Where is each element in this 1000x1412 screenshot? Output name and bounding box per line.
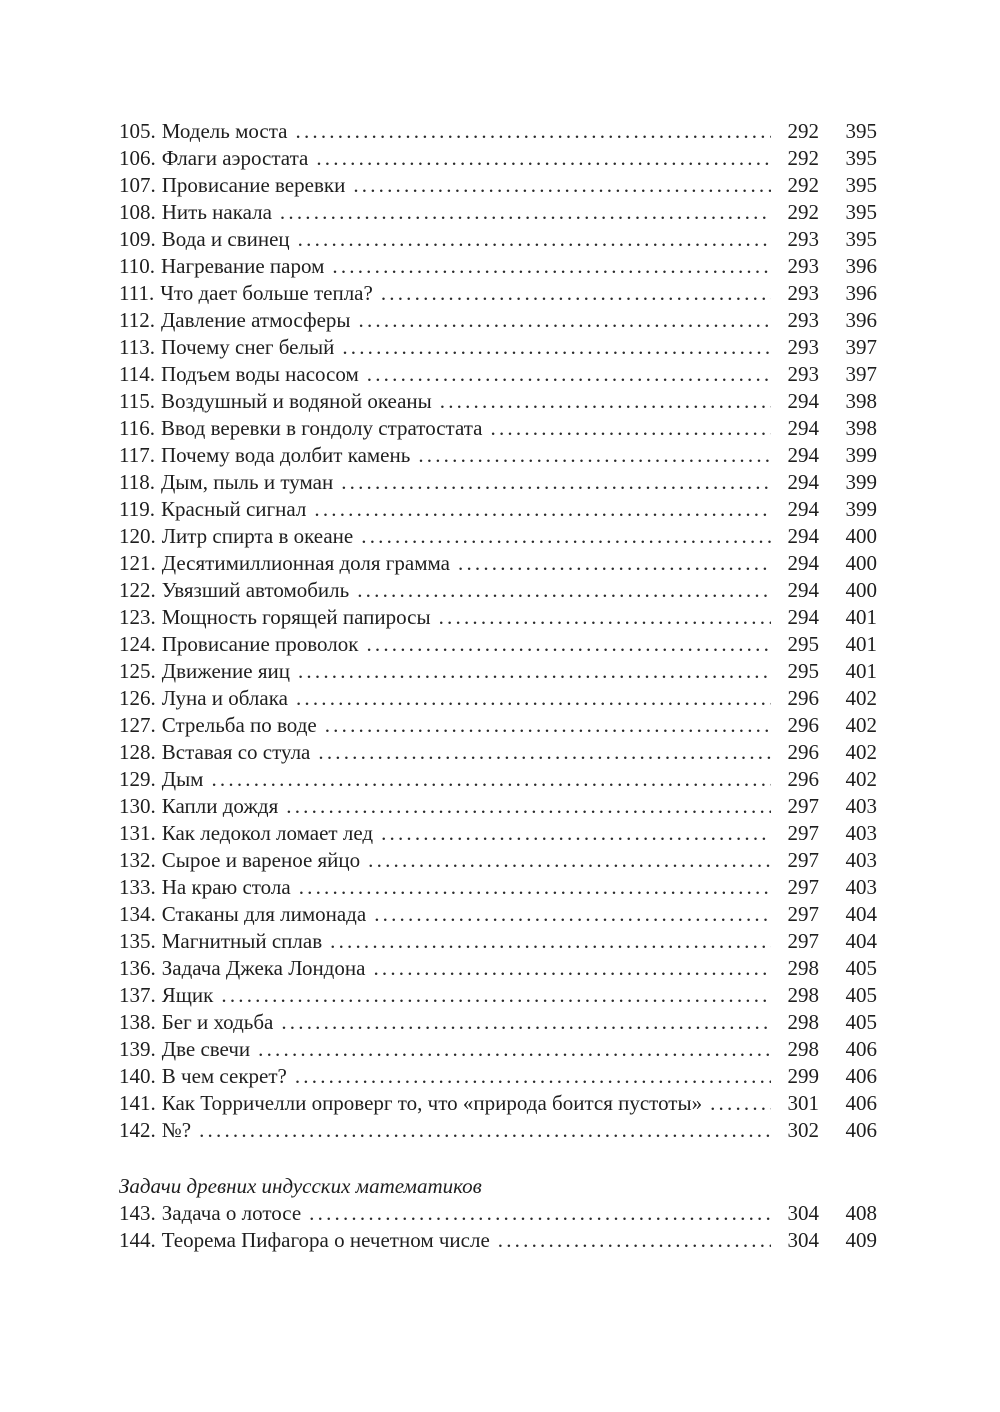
dot-leader (332, 253, 771, 280)
answer-page-number: 396 (845, 281, 877, 305)
answer-page-number: 404 (845, 929, 877, 953)
answer-page-number: 403 (845, 875, 877, 899)
entry-title: Нагревание паром (160, 254, 325, 278)
problem-page-number: 293 (787, 362, 819, 386)
entry-title: Увязший автомобиль (161, 578, 350, 602)
entry-number: 125. (119, 659, 156, 683)
toc-entry (119, 361, 877, 388)
problem-page-number: 296 (787, 713, 819, 737)
entry-number: 126. (119, 686, 156, 710)
entry-number: 121. (119, 551, 156, 575)
entry-title: Почему снег белый (160, 335, 335, 359)
entry-number: 112. (119, 308, 155, 332)
answer-page-number: 401 (845, 659, 877, 683)
table-of-contents (119, 118, 877, 1254)
problem-page-number: 302 (787, 1118, 819, 1142)
entry-number: 139. (119, 1037, 156, 1061)
entry-number: 136. (119, 956, 156, 980)
answer-page-number: 404 (845, 902, 877, 926)
dot-leader (341, 469, 771, 496)
problem-page-number: 293 (787, 254, 819, 278)
dot-leader (330, 928, 771, 955)
entry-title: На краю стола (161, 875, 291, 899)
dot-leader (361, 523, 771, 550)
toc-entry (119, 172, 877, 199)
problem-page-number: 294 (787, 605, 819, 629)
toc-entry (119, 928, 877, 955)
entry-number: 107. (119, 173, 156, 197)
dot-leader (491, 415, 771, 442)
answer-page-number: 405 (845, 956, 877, 980)
entry-number: 134. (119, 902, 156, 926)
problem-page-number: 294 (787, 524, 819, 548)
answer-page-number: 396 (845, 308, 877, 332)
problem-page-number: 297 (787, 875, 819, 899)
entry-title: Теорема Пифагора о нечетном числе (161, 1228, 490, 1252)
answer-page-number: 406 (845, 1037, 877, 1061)
dot-leader (381, 280, 771, 307)
toc-entry (119, 1036, 877, 1063)
entry-title: Давление атмосферы (160, 308, 351, 332)
entry-number: 135. (119, 929, 156, 953)
entry-title: Что дает больше тепла? (160, 281, 373, 305)
dot-leader (211, 766, 771, 793)
toc-entry (119, 901, 877, 928)
toc-entry (119, 442, 877, 469)
entry-title: Подъем воды насосом (160, 362, 359, 386)
problem-page-number: 294 (787, 578, 819, 602)
entry-number: 117. (119, 443, 155, 467)
entry-number: 140. (119, 1064, 156, 1088)
answer-page-number: 402 (845, 686, 877, 710)
answer-page-number: 405 (845, 983, 877, 1007)
dot-leader (440, 388, 771, 415)
entry-title: Ящик (161, 983, 214, 1007)
problem-page-number: 292 (787, 173, 819, 197)
dot-leader (357, 577, 771, 604)
answer-page-number: 402 (845, 767, 877, 791)
answer-page-number: 395 (845, 173, 877, 197)
entry-title: Стрельба по воде (161, 713, 317, 737)
answer-page-number: 395 (845, 146, 877, 170)
entry-title: Дым, пыль и туман (160, 470, 334, 494)
toc-entry (119, 145, 877, 172)
problem-page-number: 295 (787, 632, 819, 656)
entry-number: 141. (119, 1091, 156, 1115)
problem-page-number: 296 (787, 686, 819, 710)
answer-page-number: 395 (845, 200, 877, 224)
dot-leader (258, 1036, 771, 1063)
entry-title: Десятимиллионная доля грамма (161, 551, 450, 575)
toc-entry (119, 199, 877, 226)
answer-page-number: 403 (845, 821, 877, 845)
dot-leader (498, 1227, 771, 1254)
problem-page-number: 296 (787, 767, 819, 791)
entry-title: В чем секрет? (161, 1064, 287, 1088)
problem-page-number: 295 (787, 659, 819, 683)
dot-leader (710, 1090, 771, 1117)
entry-title: Модель моста (161, 119, 288, 143)
dot-leader (439, 604, 771, 631)
problem-page-number: 292 (787, 146, 819, 170)
dot-leader (367, 361, 771, 388)
entry-title: Задача Джека Лондона (161, 956, 366, 980)
answer-page-number: 402 (845, 713, 877, 737)
dot-leader (314, 496, 771, 523)
dot-leader (325, 712, 771, 739)
dot-leader (280, 199, 771, 226)
problem-page-number: 293 (787, 227, 819, 251)
problem-page-number: 294 (787, 443, 819, 467)
answer-page-number: 395 (845, 119, 877, 143)
toc-entry (119, 226, 877, 253)
answer-page-number: 401 (845, 605, 877, 629)
entry-number: 144. (119, 1228, 156, 1252)
toc-entry (119, 388, 877, 415)
toc-entry (119, 793, 877, 820)
answer-page-number: 401 (845, 632, 877, 656)
problem-page-number: 293 (787, 281, 819, 305)
entry-title: Нить накала (161, 200, 272, 224)
toc-entry (119, 550, 877, 577)
entry-number: 110. (119, 254, 155, 278)
problem-page-number: 297 (787, 794, 819, 818)
dot-leader (296, 118, 772, 145)
entry-number: 133. (119, 875, 156, 899)
toc-entry (119, 820, 877, 847)
toc-entry (119, 1200, 877, 1227)
dot-leader (299, 874, 771, 901)
toc-entry (119, 469, 877, 496)
section-entries (119, 1200, 877, 1254)
toc-entries (119, 118, 877, 1144)
toc-entry (119, 739, 877, 766)
entry-number: 127. (119, 713, 156, 737)
dot-leader (366, 631, 771, 658)
dot-leader (309, 1200, 771, 1227)
entry-title: Флаги аэростата (161, 146, 309, 170)
entry-number: 119. (119, 497, 155, 521)
problem-page-number: 299 (787, 1064, 819, 1088)
toc-entry (119, 523, 877, 550)
entry-number: 111. (119, 281, 155, 305)
entry-number: 138. (119, 1010, 156, 1034)
entry-number: 114. (119, 362, 155, 386)
entry-number: 129. (119, 767, 156, 791)
problem-page-number: 301 (787, 1091, 819, 1115)
entry-title: Красный сигнал (160, 497, 307, 521)
toc-entry (119, 307, 877, 334)
dot-leader (296, 685, 771, 712)
problem-page-number: 297 (787, 821, 819, 845)
dot-leader (368, 847, 771, 874)
entry-number: 137. (119, 983, 156, 1007)
problem-page-number: 297 (787, 902, 819, 926)
problem-page-number: 294 (787, 470, 819, 494)
answer-page-number: 406 (845, 1064, 877, 1088)
toc-entry (119, 982, 877, 1009)
dot-leader (286, 793, 771, 820)
answer-page-number: 395 (845, 227, 877, 251)
answer-page-number: 398 (845, 389, 877, 413)
entry-title: Мощность горящей папиросы (161, 605, 431, 629)
entry-title: Провисание веревки (161, 173, 346, 197)
toc-entry (119, 577, 877, 604)
dot-leader (318, 739, 771, 766)
dot-leader (418, 442, 771, 469)
toc-entry (119, 874, 877, 901)
dot-leader (199, 1117, 771, 1144)
entry-title: Движение яиц (161, 659, 290, 683)
dot-leader (298, 658, 771, 685)
answer-page-number: 399 (845, 470, 877, 494)
entry-title: Ввод веревки в гондолу стратостата (160, 416, 483, 440)
entry-title: Две свечи (161, 1037, 251, 1061)
problem-page-number: 296 (787, 740, 819, 764)
toc-entry (119, 1117, 877, 1144)
entry-number: 130. (119, 794, 156, 818)
entry-number: 142. (119, 1118, 156, 1142)
dot-leader (374, 901, 771, 928)
entry-number: 109. (119, 227, 156, 251)
entry-title: Бег и ходьба (161, 1010, 274, 1034)
toc-entry (119, 712, 877, 739)
toc-entry (119, 496, 877, 523)
entry-number: 118. (119, 470, 155, 494)
entry-title: Провисание проволок (161, 632, 359, 656)
entry-title: Дым (161, 767, 204, 791)
entry-title: Вставая со стула (161, 740, 311, 764)
answer-page-number: 397 (845, 362, 877, 386)
toc-entry (119, 847, 877, 874)
problem-page-number: 294 (787, 416, 819, 440)
toc-entry (119, 334, 877, 361)
toc-entry (119, 1227, 877, 1254)
dot-leader (316, 145, 771, 172)
entry-title: Задача о лотосе (161, 1201, 302, 1225)
entry-title: Воздушный и водяной океаны (160, 389, 432, 413)
problem-page-number: 294 (787, 551, 819, 575)
entry-number: 105. (119, 119, 156, 143)
entry-title: Почему вода долбит камень (160, 443, 411, 467)
entry-number: 128. (119, 740, 156, 764)
entry-number: 116. (119, 416, 155, 440)
entry-number: 120. (119, 524, 156, 548)
dot-leader (381, 820, 771, 847)
dot-leader (281, 1009, 771, 1036)
dot-leader (342, 334, 771, 361)
toc-entry (119, 1063, 877, 1090)
entry-number: 132. (119, 848, 156, 872)
entry-number: 123. (119, 605, 156, 629)
problem-page-number: 293 (787, 335, 819, 359)
dot-leader (359, 307, 772, 334)
problem-page-number: 297 (787, 848, 819, 872)
dot-leader (298, 226, 771, 253)
entry-number: 131. (119, 821, 156, 845)
entry-title: Как ледокол ломает лед (161, 821, 374, 845)
answer-page-number: 403 (845, 794, 877, 818)
problem-page-number: 298 (787, 1010, 819, 1034)
problem-page-number: 304 (787, 1201, 819, 1225)
answer-page-number: 399 (845, 443, 877, 467)
problem-page-number: 304 (787, 1228, 819, 1252)
answer-page-number: 402 (845, 740, 877, 764)
entry-number: 115. (119, 389, 155, 413)
toc-entry (119, 631, 877, 658)
toc-entry (119, 604, 877, 631)
entry-title: Сырое и вареное яйцо (161, 848, 361, 872)
dot-leader (221, 982, 771, 1009)
toc-entry (119, 415, 877, 442)
problem-page-number: 293 (787, 308, 819, 332)
dot-leader (295, 1063, 771, 1090)
entry-number: 113. (119, 335, 155, 359)
dot-leader (458, 550, 771, 577)
answer-page-number: 398 (845, 416, 877, 440)
entry-title: Луна и облака (161, 686, 288, 710)
toc-entry (119, 766, 877, 793)
toc-entry (119, 1009, 877, 1036)
entry-number: 122. (119, 578, 156, 602)
answer-page-number: 406 (845, 1091, 877, 1115)
entry-title: Как Торричелли опроверг то, что «природа боится пустоты» (161, 1091, 703, 1115)
problem-page-number: 294 (787, 497, 819, 521)
problem-page-number: 292 (787, 119, 819, 143)
answer-page-number: 405 (845, 1010, 877, 1034)
problem-page-number: 297 (787, 929, 819, 953)
entry-title: Вода и свинец (161, 227, 290, 251)
entry-title: №? (161, 1118, 192, 1142)
toc-entry (119, 1090, 877, 1117)
entry-number: 124. (119, 632, 156, 656)
entry-title: Литр спирта в океане (161, 524, 354, 548)
problem-page-number: 298 (787, 956, 819, 980)
answer-page-number: 406 (845, 1118, 877, 1142)
answer-page-number: 403 (845, 848, 877, 872)
entry-title: Стаканы для лимонада (161, 902, 367, 926)
problem-page-number: 292 (787, 200, 819, 224)
problem-page-number: 294 (787, 389, 819, 413)
answer-page-number: 409 (845, 1228, 877, 1252)
entry-number: 143. (119, 1201, 156, 1225)
problem-page-number: 298 (787, 983, 819, 1007)
toc-entry (119, 955, 877, 982)
toc-entry (119, 685, 877, 712)
entry-number: 106. (119, 146, 156, 170)
answer-page-number: 396 (845, 254, 877, 278)
answer-page-number: 397 (845, 335, 877, 359)
toc-entry (119, 118, 877, 145)
dot-leader (353, 172, 771, 199)
answer-page-number: 400 (845, 578, 877, 602)
answer-page-number: 408 (845, 1201, 877, 1225)
toc-entry (119, 253, 877, 280)
problem-page-number: 298 (787, 1037, 819, 1061)
toc-entry (119, 658, 877, 685)
entry-title: Капли дождя (161, 794, 279, 818)
answer-page-number: 400 (845, 551, 877, 575)
dot-leader (373, 955, 771, 982)
entry-title: Магнитный сплав (161, 929, 323, 953)
answer-page-number: 400 (845, 524, 877, 548)
toc-entry (119, 280, 877, 307)
section-heading: Задачи древних индусских математиков (119, 1174, 482, 1198)
entry-number: 108. (119, 200, 156, 224)
answer-page-number: 399 (845, 497, 877, 521)
